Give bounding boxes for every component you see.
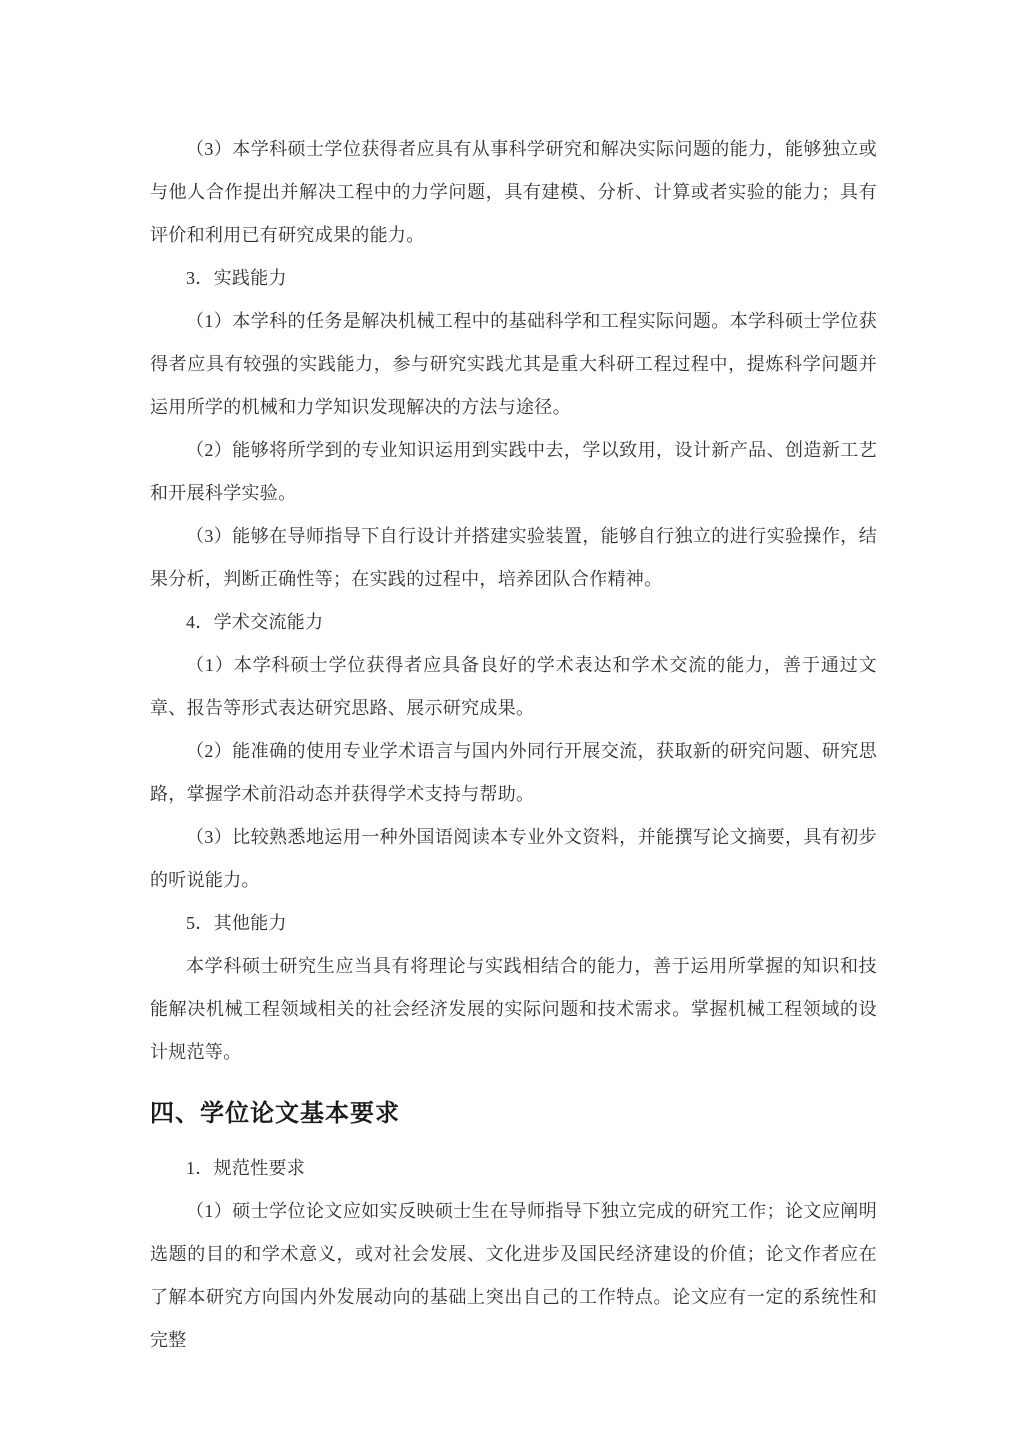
paragraph-practical-item2: （2）能够将所学到的专业知识运用到实践中去，学以致用，设计新产品、创造新工艺和开展科学实验。 xyxy=(150,440,877,503)
paragraph-exchange-item3: （3）比较熟悉地运用一种外国语阅读本专业外文资料，并能撰写论文摘要，具有初步的听说能力。 xyxy=(150,827,877,890)
paragraph-practical-item1: （1）本学科的任务是解决机械工程中的基础科学和工程实际问题。本学科硕士学位获得者应具有较强的实践能力，参与研究实践尤其是重大科研工程过程中，提炼科学问题并运用所学的机械和力学知识发现解决的方法与途径。 xyxy=(150,311,877,417)
section-heading-thesis-requirements: 四、学位论文基本要求 xyxy=(150,1101,400,1127)
subheading-normative-requirements: 1．规范性要求 xyxy=(186,1158,306,1178)
subheading-other-ability: 5．其他能力 xyxy=(186,913,287,933)
paragraph-exchange-item2: （2）能准确的使用专业学术语言与国内外同行开展交流，获取新的研究问题、研究思路，掌握学术前沿动态并获得学术支持与帮助。 xyxy=(150,741,877,804)
paragraph-other-ability-body: 本学科硕士研究生应当具有将理论与实践相结合的能力，善于运用所掌握的知识和技能解决机械工程领域相关的社会经济发展的实际问题和技术需求。掌握机械工程领域的设计规范等。 xyxy=(150,956,877,1062)
subheading-practical-ability: 3．实践能力 xyxy=(186,268,287,288)
paragraph-normative-item1: （1）硕士学位论文应如实反映硕士生在导师指导下独立完成的研究工作；论文应阐明选题的目的和学术意义，或对社会发展、文化进步及国民经济建设的价值；论文作者应在了解本研究方向国内外发展动向的基础上突出自己的工作特点。论文应有一定的系统性和完整 xyxy=(150,1201,877,1350)
paragraph-practical-item3: （3）能够在导师指导下自行设计并搭建实验装置，能够自行独立的进行实验操作，结果分析，判断正确性等；在实践的过程中，培养团队合作精神。 xyxy=(150,526,877,589)
paragraph-exchange-item1: （1）本学科硕士学位获得者应具备良好的学术表达和学术交流的能力，善于通过文章、报告等形式表达研究思路、展示研究成果。 xyxy=(150,655,877,718)
paragraph-research-ability-item3: （3）本学科硕士学位获得者应具有从事科学研究和解决实际问题的能力，能够独立或与他人合作提出并解决工程中的力学问题，具有建模、分析、计算或者实验的能力；具有评价和利用已有研究成果的能力。 xyxy=(150,139,877,245)
subheading-academic-exchange-ability: 4．学术交流能力 xyxy=(186,612,324,632)
